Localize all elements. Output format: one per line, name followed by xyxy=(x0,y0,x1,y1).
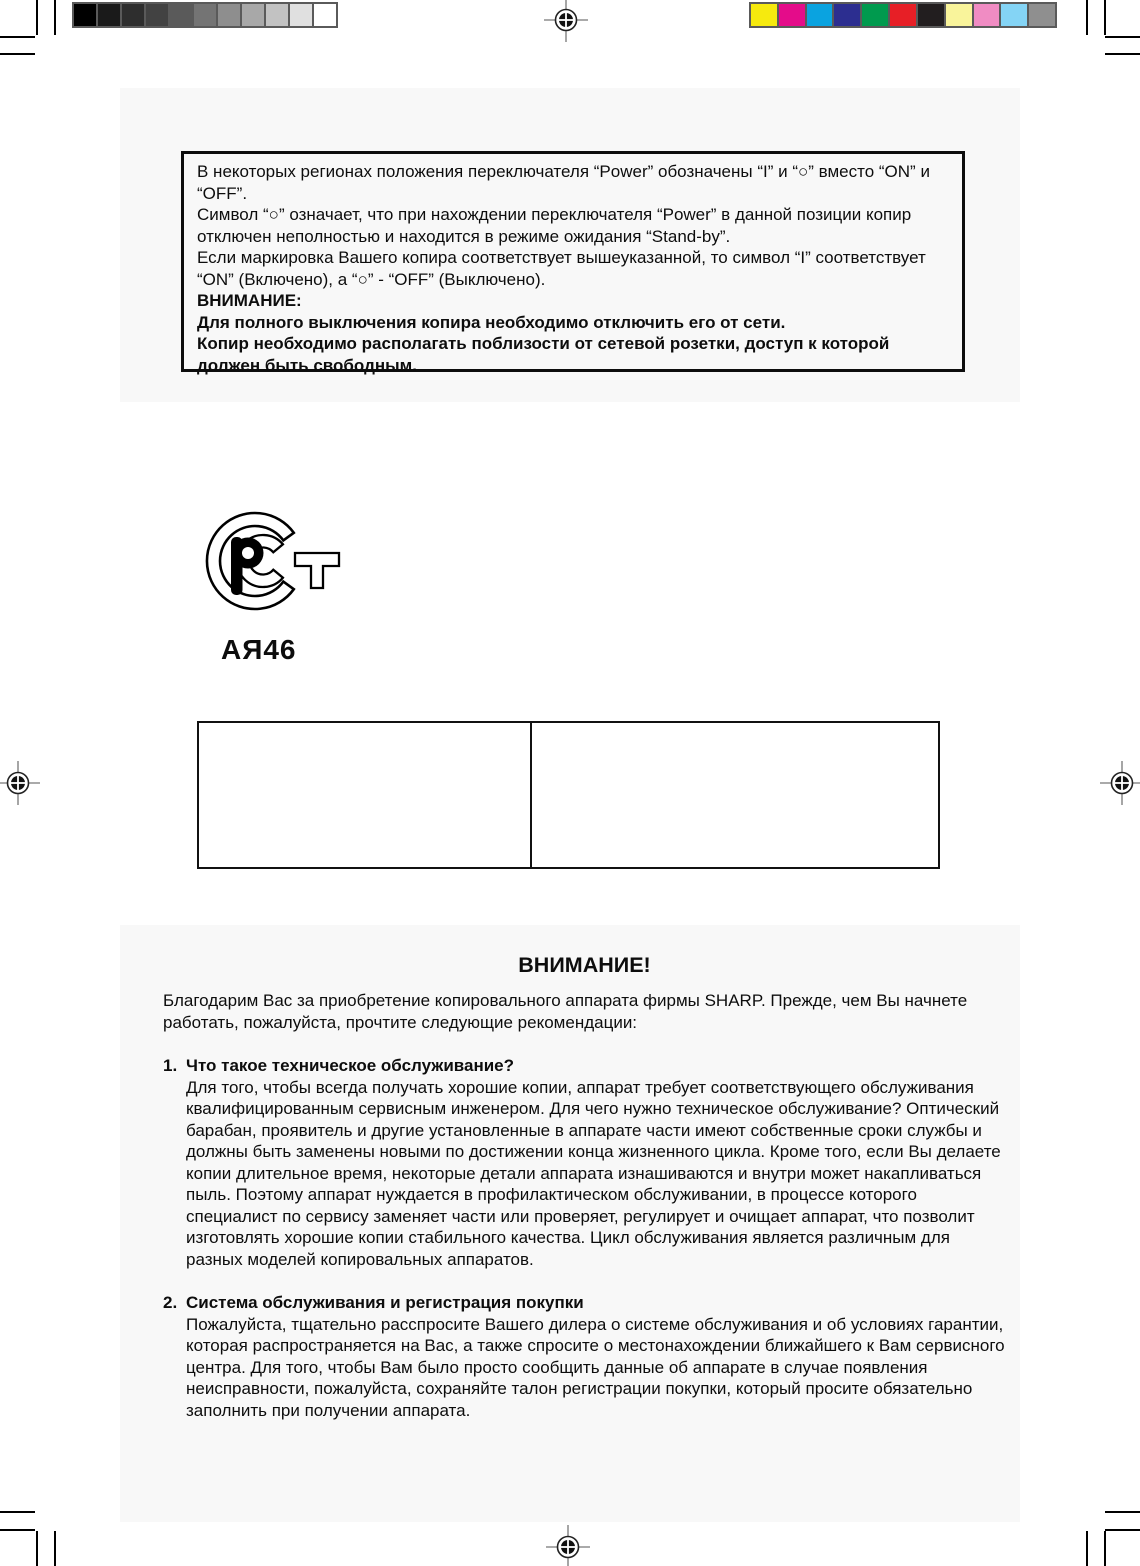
item-number: 1. xyxy=(163,1056,178,1075)
blank-table-cell xyxy=(199,723,532,867)
notice-warning-label: ВНИМАНИЕ: xyxy=(197,291,302,310)
color-swatch xyxy=(170,4,192,26)
notice-line: В некоторых регионах положения переключателя “Power” обозначены “I” и “○” вместо “ON” и “OFF”. xyxy=(197,162,930,203)
color-swatch xyxy=(122,4,144,26)
notice-line: Если маркировка Вашего копира соответствует вышеуказанной, то символ “I” соответствует “ON” (Включено), а “○” - “OFF” (Выключено). xyxy=(197,248,926,289)
crop-mark xyxy=(0,1511,35,1513)
color-swatch xyxy=(751,4,777,26)
crop-mark xyxy=(1105,53,1140,55)
section-intro: Благодарим Вас за приобретение копировального аппарата фирмы SHARP. Прежде, чем Вы начнете работать, пожалуйста, прочтите следующие рекомендации: xyxy=(163,991,968,1032)
color-swatch xyxy=(146,4,168,26)
grayscale-calibration-bar xyxy=(72,2,338,28)
crop-mark xyxy=(1105,1529,1140,1531)
crop-mark xyxy=(54,0,56,35)
color-swatch xyxy=(779,4,805,26)
attention-section xyxy=(163,952,1006,1421)
rostest-certification-logo-icon xyxy=(203,511,343,621)
registration-target-icon xyxy=(1100,761,1140,805)
crop-mark xyxy=(0,36,35,38)
notice-warning-line: Для полного выключения копира необходимо отключить его от сети. xyxy=(197,312,786,332)
color-swatch xyxy=(807,4,833,26)
color-swatch xyxy=(194,4,216,26)
color-swatch xyxy=(890,4,916,26)
crop-mark xyxy=(1104,1531,1106,1566)
notice-warning-line: Копир необходимо располагать поблизости от сетевой розетки, доступ к которой должен быть свободным. xyxy=(197,334,890,375)
item-title: Что такое техническое обслуживание? xyxy=(186,1056,515,1075)
color-swatch xyxy=(266,4,288,26)
crop-mark xyxy=(1105,36,1140,38)
color-swatch xyxy=(98,4,120,26)
registration-target-icon xyxy=(546,1525,590,1566)
color-swatch xyxy=(290,4,312,26)
blank-table xyxy=(197,721,940,869)
crop-mark xyxy=(1104,0,1106,35)
registration-target-icon xyxy=(0,761,40,805)
color-swatch xyxy=(918,4,944,26)
registration-target-icon xyxy=(544,0,588,42)
item-body: Пожалуйста, тщательно расспросите Вашего дилера о системе обслуживания и об условиях гарантии, которая распространяется на Вас, а также спросите о местонахождении ближайшего к Вам сервисного центра. Для того, чтобы Вам было просто сообщить данные об аппарате в случае появления неисправности, пожалуйста, сохраняйте талон регистрации покупки, который просите обязательно заполнить при получении аппарата. xyxy=(186,1314,1005,1420)
notice-line: Символ “○” означает, что при нахождении переключателя “Power” в данной позиции копир отключен неполностью и находится в режиме ожидания “Stand-by”. xyxy=(197,205,912,246)
item-body: Для того, чтобы всегда получать хорошие копии, аппарат требует соответствующего обслуживания квалифицированным сервисным инженером. Для чего нужно техническое обслуживание? Оптический барабан, проявитель и другие установленные в аппарате части имеют собственные сроки службы и должны быть заменены новыми по достижении конца жизненного цикла. Кроме того, если Вы делаете копии длительное время, некоторые детали аппарата изнашиваются и внутри может накапливаться пыль. Поэтому аппарат нуждается в профилактическом обслуживании, в процессе которого специалист по сервису заменяет части или проверяет, регулирует и очищает аппарат, что позволит изготовлять хорошие копии стабильного качества. Цикл обслуживания является различным для разных моделей копировальных аппаратов. xyxy=(186,1077,1001,1269)
section-item-1 xyxy=(163,1055,1006,1270)
crop-mark xyxy=(1105,1511,1140,1513)
section-title: ВНИМАНИЕ! xyxy=(518,953,651,977)
certification-code: АЯ46 xyxy=(221,634,297,665)
item-number: 2. xyxy=(163,1293,178,1312)
color-swatch xyxy=(946,4,972,26)
color-swatch xyxy=(1029,4,1055,26)
item-title: Система обслуживания и регистрация покупки xyxy=(186,1293,584,1312)
color-swatch xyxy=(1001,4,1027,26)
power-notice-box xyxy=(181,151,965,375)
crop-mark xyxy=(0,53,35,55)
blank-table-cell xyxy=(532,723,938,867)
color-swatch xyxy=(974,4,1000,26)
crop-mark xyxy=(1086,1531,1088,1566)
crop-mark xyxy=(0,1529,35,1531)
color-swatch xyxy=(314,4,336,26)
color-swatch xyxy=(242,4,264,26)
crop-mark xyxy=(36,1531,38,1566)
color-calibration-bar xyxy=(749,2,1057,28)
crop-mark xyxy=(54,1531,56,1566)
color-swatch xyxy=(74,4,96,26)
color-swatch xyxy=(862,4,888,26)
section-item-2 xyxy=(163,1292,1006,1421)
color-swatch xyxy=(218,4,240,26)
crop-mark xyxy=(1086,0,1088,35)
crop-mark xyxy=(36,0,38,35)
color-swatch xyxy=(834,4,860,26)
